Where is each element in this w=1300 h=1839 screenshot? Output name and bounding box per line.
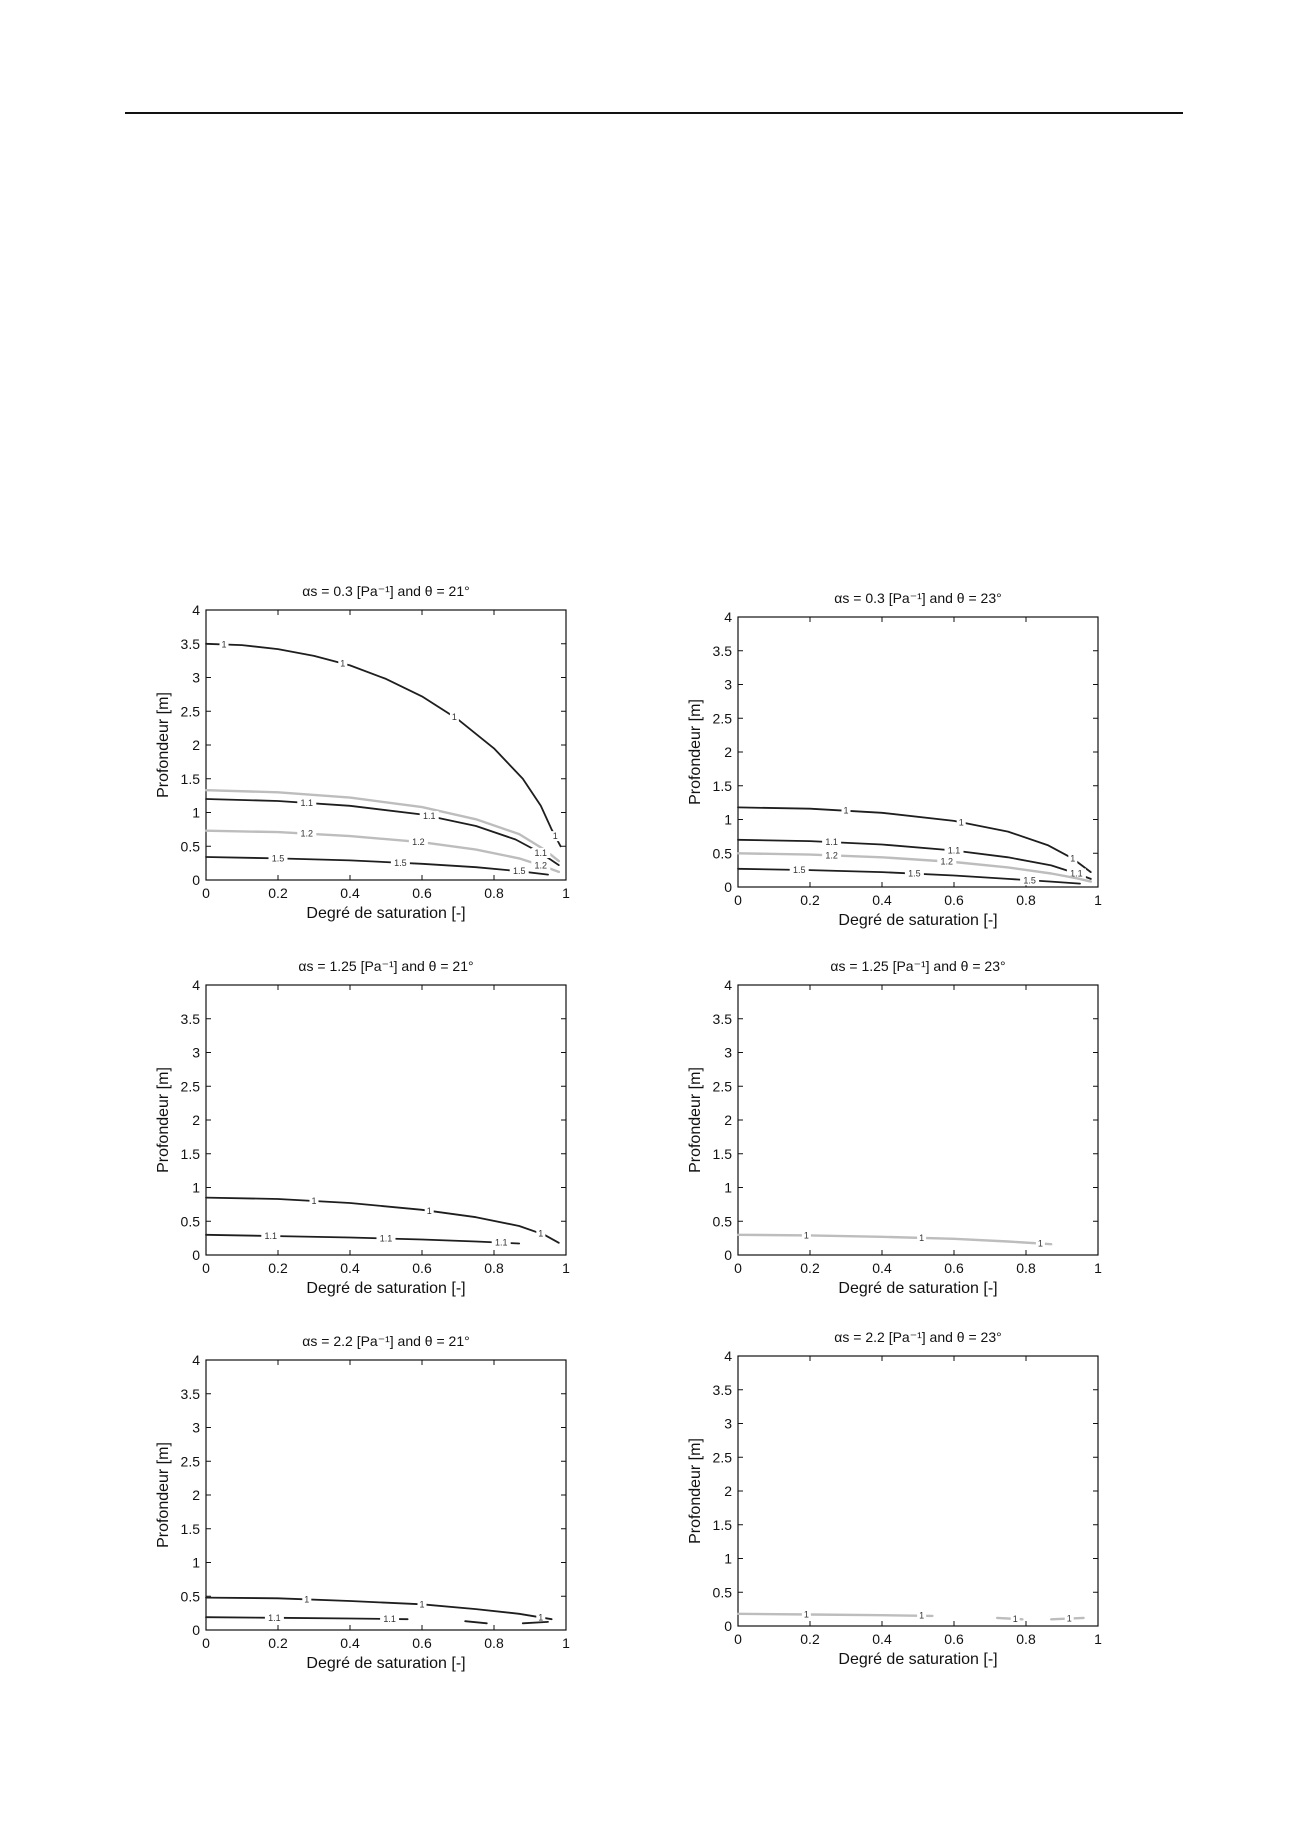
x-tick-label: 0.6 <box>944 892 964 908</box>
y-tick-label: 1 <box>724 1179 732 1196</box>
y-tick-label: 0 <box>192 1622 200 1638</box>
x-tick-label: 0.8 <box>1016 1631 1036 1647</box>
series-line-1 <box>738 1614 932 1616</box>
x-tick-label: 0.2 <box>800 1260 820 1276</box>
x-tick-label: 1 <box>562 1635 570 1651</box>
x-axis-label: Degré de saturation [-] <box>838 1280 998 1297</box>
y-tick-label: 0.5 <box>712 845 732 862</box>
contour-label: 1.2 <box>825 850 838 861</box>
contour-label: 1 <box>552 831 558 842</box>
contour-label: 1 <box>919 1232 925 1243</box>
x-tick-label: 0.4 <box>340 1260 360 1276</box>
y-tick-label: 3.5 <box>712 642 732 659</box>
chart-panel-4 <box>687 958 1102 1297</box>
x-axis-label: Degré de saturation [-] <box>838 912 998 929</box>
y-tick-label: 1 <box>724 811 732 828</box>
contour-label: 1 <box>1037 1238 1043 1249</box>
x-tick-label: 0.6 <box>412 1635 432 1651</box>
y-tick-label: 2 <box>724 1112 732 1128</box>
y-tick-label: 1 <box>192 1554 200 1571</box>
x-tick-label: 1 <box>1094 892 1102 908</box>
y-tick-label: 0.5 <box>712 1584 732 1601</box>
y-axis-label: Profondeur [m] <box>687 1438 704 1544</box>
contour-label: 1.5 <box>908 868 921 879</box>
x-axis-label: Degré de saturation [-] <box>306 905 466 922</box>
y-tick-label: 3.5 <box>712 1381 732 1398</box>
contour-label: 1.1 <box>825 837 838 848</box>
y-axis-label: Profondeur [m] <box>155 1067 172 1173</box>
contour-label: 1.1 <box>264 1230 278 1241</box>
contour-label: 1 <box>451 712 457 723</box>
y-tick-label: 1.5 <box>712 777 732 794</box>
y-tick-label: 3 <box>724 676 732 693</box>
y-tick-label: 4 <box>724 1348 732 1364</box>
contour-label: 1.5 <box>271 853 285 864</box>
x-tick-label: 1 <box>1094 1260 1102 1276</box>
y-tick-label: 3 <box>724 1044 732 1061</box>
x-tick-label: 0 <box>734 892 742 908</box>
series-line-2 <box>206 1235 519 1244</box>
y-tick-label: 1.5 <box>180 1520 200 1537</box>
contour-label: 1.1 <box>534 848 548 858</box>
plot-frame <box>206 985 566 1255</box>
contour-label: 1.5 <box>394 857 407 868</box>
x-axis-label: Degré de saturation [-] <box>838 1651 998 1668</box>
chart-panel-5 <box>155 1333 570 1672</box>
contour-label: 1.2 <box>534 860 548 871</box>
y-tick-label: 3 <box>724 1415 732 1432</box>
x-tick-label: 0.4 <box>872 1631 892 1647</box>
y-tick-label: 2 <box>192 1487 200 1503</box>
x-tick-label: 1 <box>562 885 570 901</box>
x-tick-label: 0.8 <box>1016 892 1036 908</box>
chart-panel-6 <box>687 1329 1102 1668</box>
contour-label: 1 <box>1066 1613 1072 1624</box>
contour-label: 1 <box>803 1230 809 1241</box>
y-tick-label: 3.5 <box>712 1010 732 1027</box>
y-tick-label: 4 <box>192 977 200 993</box>
y-tick-label: 3 <box>192 669 200 686</box>
x-tick-label: 0.6 <box>944 1260 964 1276</box>
contour-label: 1.1 <box>494 1237 508 1248</box>
x-tick-label: 0.8 <box>484 885 504 901</box>
contour-label: 1 <box>1012 1613 1018 1624</box>
x-tick-label: 0 <box>734 1260 742 1276</box>
y-tick-label: 4 <box>724 609 732 625</box>
y-tick-label: 2.5 <box>712 1078 732 1095</box>
contour-label: 1 <box>958 817 964 828</box>
y-tick-label: 4 <box>192 602 200 618</box>
x-tick-label: 0.6 <box>944 1631 964 1647</box>
contour-label: 1 <box>221 639 227 650</box>
y-tick-label: 1.5 <box>712 1145 732 1162</box>
y-tick-label: 2.5 <box>180 703 200 720</box>
series-line-2 <box>206 1617 408 1619</box>
plot-frame <box>738 617 1098 887</box>
chart-title: αs = 0.3 [Pa⁻¹] and θ = 23° <box>834 590 1002 606</box>
x-tick-label: 0.2 <box>800 892 820 908</box>
plot-frame <box>206 1360 566 1630</box>
x-tick-label: 0 <box>734 1631 742 1647</box>
y-tick-label: 2 <box>192 1112 200 1128</box>
x-tick-label: 0 <box>202 1635 210 1651</box>
y-tick-label: 1.5 <box>180 770 200 787</box>
y-tick-label: 4 <box>192 1352 200 1368</box>
contour-label: 1.2 <box>940 856 954 867</box>
x-tick-label: 0.8 <box>484 1635 504 1651</box>
y-tick-label: 0 <box>724 879 732 895</box>
y-tick-label: 3.5 <box>180 635 200 652</box>
x-tick-label: 0.6 <box>412 1260 432 1276</box>
y-tick-label: 3 <box>192 1419 200 1436</box>
x-tick-label: 0.6 <box>412 885 432 901</box>
x-tick-label: 0.2 <box>800 1631 820 1647</box>
chart-title: αs = 1.25 [Pa⁻¹] and θ = 21° <box>298 958 474 974</box>
contour-label: 1 <box>538 1612 544 1623</box>
x-tick-label: 0 <box>202 1260 210 1276</box>
x-axis-label: Degré de saturation [-] <box>306 1655 466 1672</box>
contour-label: 1 <box>340 658 346 669</box>
contour-label: 1 <box>1070 853 1076 864</box>
contour-label: 1.1 <box>300 797 314 808</box>
contour-label: 1.1 <box>947 845 961 856</box>
y-tick-label: 1 <box>192 804 200 821</box>
x-tick-label: 0.8 <box>1016 1260 1036 1276</box>
series-line-1 <box>206 1598 552 1623</box>
contour-label: 1 <box>538 1228 544 1239</box>
plot-frame <box>738 1356 1098 1626</box>
y-tick-label: 2.5 <box>180 1078 200 1095</box>
y-tick-label: 0 <box>192 872 200 888</box>
series-line-3 <box>465 1621 487 1623</box>
contour-label: 1.1 <box>422 811 436 822</box>
x-tick-label: 0 <box>202 885 210 901</box>
y-axis-label: Profondeur [m] <box>155 1442 172 1548</box>
chart-panel-3 <box>155 958 570 1297</box>
y-tick-label: 0.5 <box>180 838 200 855</box>
chart-title: αs = 2.2 [Pa⁻¹] and θ = 21° <box>302 1333 470 1349</box>
x-tick-label: 0.2 <box>268 885 288 901</box>
x-tick-label: 1 <box>1094 1631 1102 1647</box>
y-tick-label: 0.5 <box>712 1213 732 1230</box>
y-axis-label: Profondeur [m] <box>687 699 704 805</box>
x-tick-label: 0.4 <box>872 1260 892 1276</box>
chart-panel-1 <box>155 583 570 922</box>
contour-label: 1.5 <box>792 864 806 875</box>
series-line-4 <box>523 1622 548 1623</box>
y-tick-label: 3.5 <box>180 1385 200 1402</box>
x-axis-label: Degré de saturation [-] <box>306 1280 466 1297</box>
y-tick-label: 3 <box>192 1044 200 1061</box>
contour-label: 1 <box>843 805 849 816</box>
chart-title: αs = 1.25 [Pa⁻¹] and θ = 23° <box>830 958 1006 974</box>
y-tick-label: 0.5 <box>180 1588 200 1605</box>
y-tick-label: 0 <box>724 1247 732 1263</box>
y-tick-label: 1.5 <box>180 1145 200 1162</box>
y-tick-label: 0 <box>724 1618 732 1634</box>
x-tick-label: 0.2 <box>268 1635 288 1651</box>
x-tick-label: 0.2 <box>268 1260 288 1276</box>
contour-label: 1 <box>426 1205 432 1216</box>
contour-label: 1 <box>311 1196 317 1206</box>
y-tick-label: 2.5 <box>712 1449 732 1466</box>
y-tick-label: 2.5 <box>712 710 732 727</box>
contour-label: 1 <box>919 1610 925 1621</box>
series-line-1 <box>738 1232 1051 1244</box>
y-tick-label: 1 <box>192 1179 200 1196</box>
y-tick-label: 2 <box>724 744 732 760</box>
y-tick-label: 2 <box>724 1483 732 1499</box>
chart-panel-2 <box>687 590 1102 929</box>
y-tick-label: 1.5 <box>712 1516 732 1533</box>
contour-label: 1.2 <box>300 828 314 839</box>
contour-label: 1.1 <box>268 1612 281 1623</box>
series-line-1 <box>206 644 561 847</box>
plot-frame <box>738 985 1098 1255</box>
y-tick-label: 1 <box>724 1550 732 1567</box>
contour-label: 1.2 <box>412 836 425 847</box>
contour-label: 1.5 <box>512 866 526 877</box>
chart-title: αs = 2.2 [Pa⁻¹] and θ = 23° <box>834 1329 1002 1345</box>
contour-label: 1 <box>419 1599 425 1610</box>
contour-label: 1 <box>803 1609 809 1620</box>
y-tick-label: 3.5 <box>180 1010 200 1027</box>
contour-label: 1.1 <box>383 1613 396 1624</box>
x-tick-label: 0.4 <box>872 892 892 908</box>
x-tick-label: 1 <box>562 1260 570 1276</box>
x-tick-label: 0.4 <box>340 1635 360 1651</box>
y-tick-label: 2.5 <box>180 1453 200 1470</box>
series-line-5 <box>206 857 548 875</box>
chart-title: αs = 0.3 [Pa⁻¹] and θ = 21° <box>302 583 470 599</box>
y-tick-label: 2 <box>192 737 200 753</box>
contour-label: 1.1 <box>379 1233 393 1244</box>
contour-label: 1 <box>304 1594 310 1605</box>
contour-label: 1.1 <box>1070 868 1083 879</box>
y-tick-label: 4 <box>724 977 732 993</box>
y-axis-label: Profondeur [m] <box>687 1067 704 1173</box>
contour-label: 1.5 <box>1023 875 1036 886</box>
y-tick-label: 0 <box>192 1247 200 1263</box>
x-tick-label: 0.8 <box>484 1260 504 1276</box>
x-tick-label: 0.4 <box>340 885 360 901</box>
y-axis-label: Profondeur [m] <box>155 692 172 798</box>
y-tick-label: 0.5 <box>180 1213 200 1230</box>
